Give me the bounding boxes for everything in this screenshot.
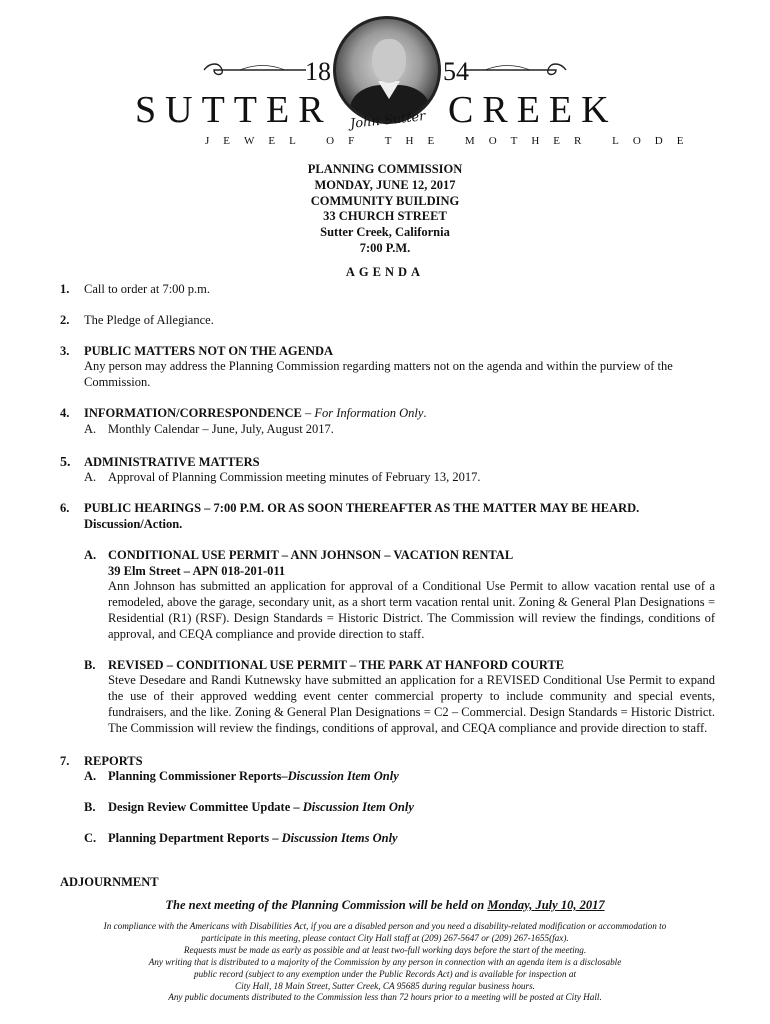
town-name-right: CREEK (448, 89, 618, 131)
town-name-left: SUTTER (135, 89, 333, 131)
sub-item: A. CONDITIONAL USE PERMIT – ANN JOHNSON – VACATION RENTAL 39 Elm Street – APN 018-201-011 Ann Johnson has submitted an application for approval of a Conditional Use Permit to allow vacation rental use of a remodeled, above the garage, secondary unit, as a short term vacation rental unit. Zoning & General Plan Designations = Residential (R1) (RSF). Design Standards = Historic District. The Commission will review the findings, conditions of approval, and CEQA compliance and provide direction to staff. (84, 547, 715, 641)
header-line: COMMUNITY BUILDING (310, 193, 460, 208)
header-line: PLANNING COMMISSION (307, 162, 463, 176)
meeting-header (0, 162, 770, 257)
letterhead (0, 0, 770, 155)
tagline: JEWEL OF THE MOTHER LODE (205, 135, 698, 147)
header-line: 33 CHURCH STREET (323, 209, 447, 224)
agenda-item: 7. REPORTS A. Planning Commissioner Reports–Discussion Item Only B. Design Review Committee Update – Discussion Item Only C. Planning Department Reports – Discussion Items Only (60, 754, 715, 847)
footer-line: In compliance with the Americans with Disabilities Act, if you are a disabled person and you need a disability-related modification or accommodation to (103, 921, 667, 931)
john-sutter-portrait (333, 16, 441, 124)
signature: John Sutter (349, 109, 427, 132)
footer-line: public record (subject to any exemption under the Public Records Act) and is available for inspection at (193, 968, 577, 979)
footer-line: Any writing that is distributed to a majority of the Commission by any person in connection with an agenda item is a disclosable (148, 956, 622, 967)
footer-line: City Hall, 18 Main Street, Sutter Creek, CA 95685 during regular business hours. (235, 980, 535, 991)
agenda-title: AGENDA (345, 265, 425, 279)
agenda-item: 3. PUBLIC MATTERS NOT ON THE AGENDA Any person may address the Planning Commission regarding matters not on the agenda and within the purview of the Commission. (60, 343, 673, 390)
sub-item: A. Planning Commissioner Reports–Discussion Item Only (84, 769, 399, 784)
header-line: MONDAY, JUNE 12, 2017 (314, 177, 456, 192)
header-line: 7:00 P.M. (359, 240, 411, 255)
footer-line: Any public documents distributed to the Commission less than 72 hours prior to a meeting will be posted at City Hall. (168, 992, 602, 1003)
agenda-item: 4. INFORMATION/CORRESPONDENCE – For Information Only. A. Monthly Calendar – June, July, August 2017. (60, 406, 715, 438)
footer-line: participate in this meeting, please contact City Hall staff at (209) 267-5647 or (209) 267-1655(fax). (201, 932, 569, 943)
footer-line: Requests must be made as early as possible and at least two-full working days before the start of the meeting. (183, 944, 587, 955)
ada-footer (40, 921, 730, 1004)
founding-year-left: 18 (305, 57, 331, 86)
agenda-item: 6. PUBLIC HEARINGS – 7:00 P.M. OR AS SOON THEREAFTER AS THE MATTER MAY BE HEARD. Discussion/Action. A. CONDITIONAL USE PERMIT – ANN JOHNSON – VACATION RENTAL 39 Elm Street – APN 018-201-011 Ann Johnson has submitted an application for approval of a Conditional Use Permit to allow vacation rental use of a remodeled, above the garage, secondary unit, as a short term vacation rental unit. Zoning & General Plan Designations = Residential (R1) (RSF). Design Standards = Historic District. The Commission will review the findings, conditions of approval, and CEQA compliance and provide direction to staff. B. REVISED – CONDITIONAL USE PERMIT – THE PARK AT HANFORD COURTE Steve Desedare and Randi Kutnewsky have submitted an application for a REVISED Conditional Use Permit to expand the use of their approved wedding event center commercial property to include community and special events, fundraisers, and the like. Zoning & General Plan Designations = C2 – Commercial. Design Standards = Historic District. The Commission will review the findings, conditions of approval, and CEQA compliance and provide direction to staff. (60, 501, 715, 735)
sub-item: B. Design Review Committee Update – Discussion Item Only (84, 800, 414, 815)
right-flourish-icon (462, 58, 570, 80)
header-line: Sutter Creek, California (320, 225, 450, 240)
founding-year-right: 54 (443, 57, 469, 86)
sub-item: A. Approval of Planning Commission meeting minutes of February 13, 2017. (84, 470, 481, 485)
agenda-item: 5. ADMINISTRATIVE MATTERS A. Approval of Planning Commission meeting minutes of February 13, 2017. (60, 455, 715, 487)
next-meeting-date: Monday, July 10, 2017 (487, 898, 605, 912)
left-flourish-icon (200, 58, 308, 80)
sub-item: B. REVISED – CONDITIONAL USE PERMIT – THE PARK AT HANFORD COURTE Steve Desedare and Randi Kutnewsky have submitted an application for a REVISED Conditional Use Permit to expand the use of their approved wedding event center commercial property to include community and special events, fundraisers, and the like. Zoning & General Plan Designations = C2 – Commercial. Design Standards = Historic District. The Commission will review the findings, conditions of approval, and CEQA compliance and provide direction to staff. (84, 657, 715, 735)
adjournment: ADJOURNMENT (60, 875, 159, 889)
agenda-item: 1. Call to order at 7:00 p.m. (60, 282, 211, 296)
sub-item: A. Monthly Calendar – June, July, August 2017. (84, 421, 334, 436)
next-meeting-notice: The next meeting of the Planning Commission will be held on Monday, July 10, 2017 (165, 898, 605, 912)
agenda-item: 2. The Pledge of Allegiance. (60, 312, 214, 327)
agenda-items (60, 280, 715, 847)
sub-item: C. Planning Department Reports – Discussion Items Only (84, 830, 398, 845)
